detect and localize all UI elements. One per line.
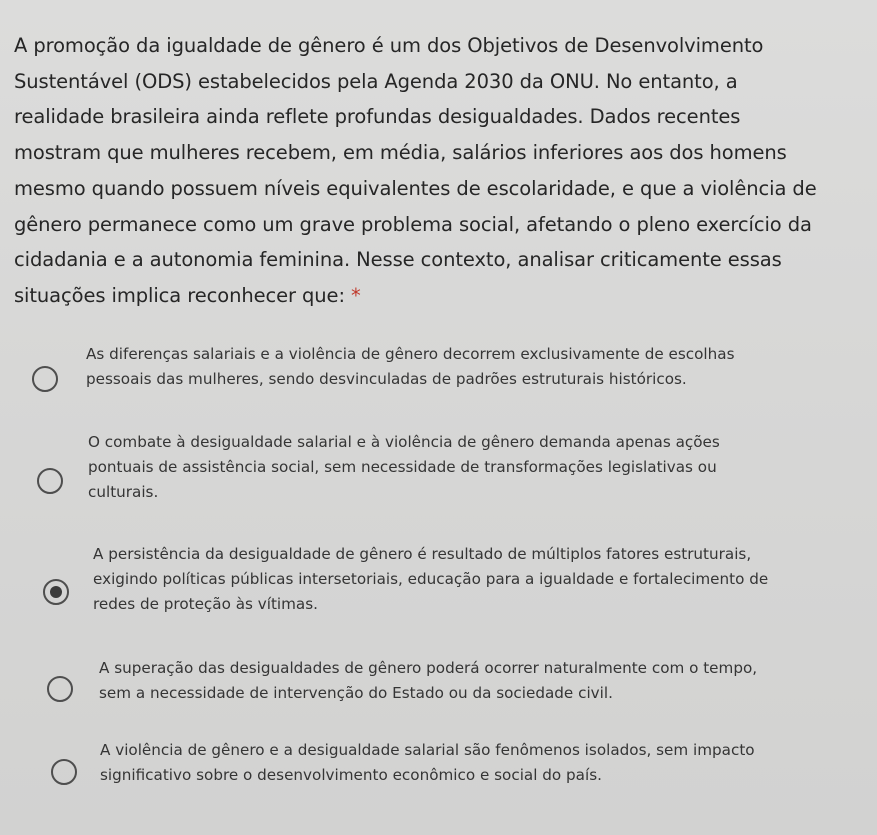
option-line: sem a necessidade de intervenção do Estado ou da sociedade civil. [99,684,613,702]
option-item[interactable] [0,428,877,520]
question-line: A promoção da igualdade de gênero é um dos Objetivos de Desenvolvimento [14,34,764,57]
option-line: significativo sobre o desenvolvimento econômico e social do país. [100,766,602,784]
radio-button[interactable] [51,759,77,785]
question-line: mostram que mulheres recebem, em média, salários inferiores aos dos homens [14,141,787,165]
option-line: culturais. [88,483,159,501]
question-line: realidade brasileira ainda reflete profundas desigualdades. Dados recentes [14,105,741,129]
question-line: mesmo quando possuem níveis equivalentes de escolaridade, e que a violência de [14,176,817,200]
option-item[interactable] [0,540,877,632]
option-label [100,738,755,788]
option-item[interactable] [0,340,877,410]
radio-button[interactable] [43,579,69,605]
question-line: gênero permanece como um grave problema social, afetando o pleno exercício da [14,212,812,236]
option-line: O combate à desigualdade salarial e à violência de gênero demanda apenas ações [88,433,720,451]
question-line-text: situações implica reconhecer que: [14,283,345,307]
question-line [14,278,874,314]
option-line: exigindo políticas públicas intersetoriais, educação para a igualdade e fortalecimento de [93,570,769,588]
option-line: As diferenças salariais e a violência de gênero decorrem exclusivamente de escolhas [86,345,735,363]
option-label [88,430,720,505]
radio-button[interactable] [32,366,58,392]
option-item[interactable] [0,654,877,724]
radio-button[interactable] [47,676,73,702]
option-label [86,342,735,392]
question-line: cidadania e a autonomia feminina. Nesse contexto, analisar criticamente essas [14,248,782,272]
option-item[interactable] [0,736,877,806]
option-line: pontuais de assistência social, sem necessidade de transformações legislativas ou [88,458,717,476]
option-line: A persistência da desigualdade de gênero é resultado de múltiplos fatores estruturais, [93,545,752,563]
required-marker: * [350,283,361,307]
radio-button[interactable] [37,468,63,494]
option-label [93,542,768,617]
question-text [14,28,874,314]
option-label [99,656,757,706]
option-line: A violência de gênero e a desigualdade salarial são fenômenos isolados, sem impacto [100,741,755,759]
option-line: A superação das desigualdades de gênero poderá ocorrer naturalmente com o tempo, [99,659,758,677]
question-line: Sustentável (ODS) estabelecidos pela Agenda 2030 da ONU. No entanto, a [14,69,738,93]
option-line: redes de proteção às vítimas. [93,595,318,613]
option-line: pessoais das mulheres, sendo desvinculadas de padrões estruturais históricos. [86,370,687,388]
